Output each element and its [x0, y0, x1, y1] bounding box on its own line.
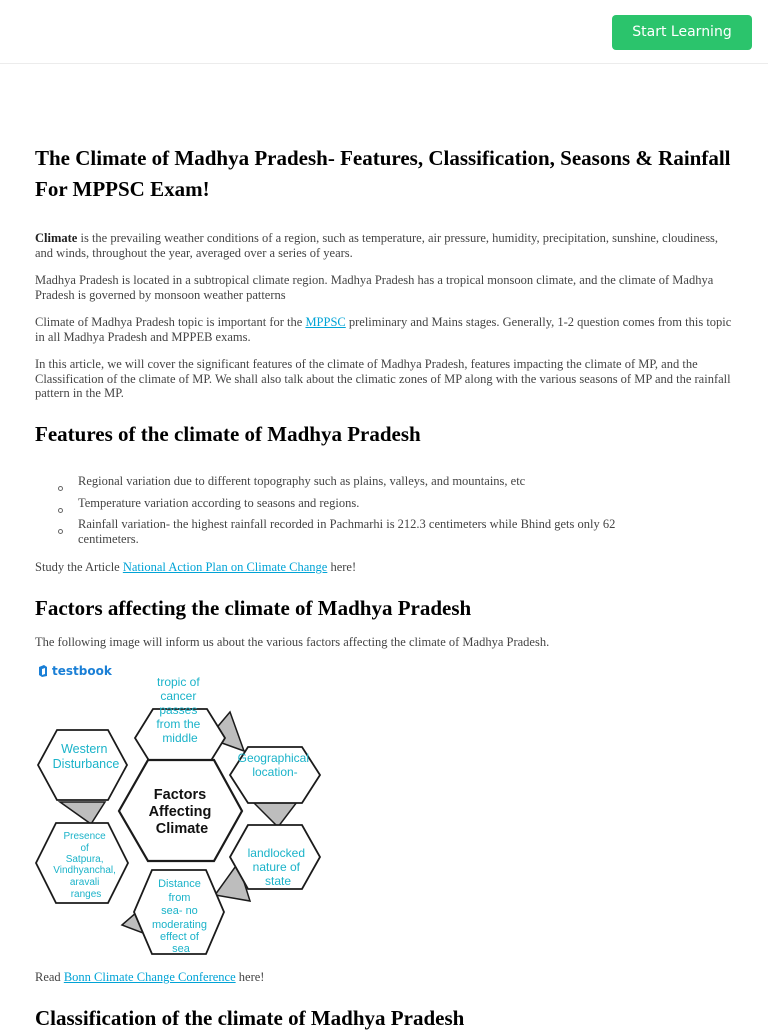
hex-top-text: tropic of cancer passes from the middle	[156, 675, 201, 745]
hex-center-text: Factors Affecting Climate	[148, 787, 212, 837]
location-paragraph: Madhya Pradesh is located in a subtropical climate region. Madhya Pradesh has a tropical monsoon climate, and the climate of Madhya Pradesh is governed by monsoon weather patterns	[35, 273, 714, 302]
hexagon-lower-left	[36, 823, 128, 903]
hexagon-upper-left	[38, 730, 127, 800]
hexagon-upper-right	[230, 747, 320, 803]
bonn-conference-link[interactable]: Bonn Climate Change Conference	[63, 970, 236, 984]
importance-text-before: Climate of Madhya Pradesh topic is important for the	[35, 315, 306, 329]
hexagon-lower-right	[230, 825, 320, 889]
hex-bottom-text: Distance from sea- no moderating effect of sea	[151, 878, 207, 955]
importance-text-after: preliminary and Mains stages. Generally, 1-2 question comes from this topic in all Madhya Pradesh and MPPEB exams.	[35, 315, 732, 344]
overview-paragraph: In this article, we will cover the significant features of the climate of Madhya Pradesh, features impacting the climate of MP, and the Classification of the climate of MP. We shall also talk about the climatic zones of MP along with the various seasons of MP and the rainfall pattern in the MP.	[35, 357, 731, 400]
article-title: The Climate of Madhya Pradesh- Features, Classification, Seasons & Rainfall For MPPSC Exam!	[35, 146, 731, 201]
hexagon-center	[119, 760, 242, 861]
study-paragraph	[35, 560, 735, 575]
list-item: Regional variation due to different topography such as plains, valleys, and mountains, etc	[58, 474, 678, 489]
hexagon-bottom	[134, 870, 224, 955]
hex-upper-right-text: Geographical location-	[237, 751, 310, 779]
hex-lower-left-text: Presence of Satpura, Vindhyanchal, aravali ranges	[53, 831, 116, 900]
factors-heading: Factors affecting the climate of Madhya Pradesh	[35, 596, 472, 620]
study-text-before: Study the Article	[35, 560, 123, 574]
hex-upper-left-text: Western Disturbance	[52, 742, 120, 771]
study-text-after: here!	[327, 560, 357, 574]
features-heading: Features of the climate of Madhya Pradesh	[35, 422, 421, 446]
importance-paragraph	[35, 315, 735, 344]
top-bar	[0, 0, 768, 64]
intro-text: is the prevailing weather conditions of a region, such as temperature, air pressure, humidity, precipitation, sunshine, cloudiness, and winds, throughout the year, averaged over a series of years.	[35, 231, 719, 260]
classification-heading: Classification of the climate of Madhya Pradesh	[35, 1006, 465, 1030]
testbook-logo-text: testbook	[52, 664, 112, 678]
read-text-after: here!	[235, 970, 265, 984]
hex-lower-right-text: landlocked nature of state	[247, 846, 306, 888]
start-learning-button[interactable]: Start Learning	[612, 15, 752, 50]
climate-action-plan-link[interactable]: National Action Plan on Climate Change	[122, 560, 328, 574]
list-item: Temperature variation according to seasons and regions.	[58, 496, 678, 511]
factors-diagram	[35, 665, 330, 960]
intro-paragraph	[35, 231, 735, 260]
factors-intro: The following image will inform us about the various factors affecting the climate of Madhya Pradesh.	[35, 635, 550, 649]
features-list	[58, 474, 678, 553]
list-item: Rainfall variation- the highest rainfall recorded in Pachmarhi is 212.3 centimeters while Bhind gets only 62 centimeters.	[58, 517, 678, 546]
hexagon-top	[135, 675, 225, 767]
read-paragraph	[35, 970, 735, 985]
read-text-before: Read	[35, 970, 64, 984]
mppsc-link[interactable]: MPPSC	[305, 315, 346, 329]
climate-term: Climate	[35, 231, 78, 245]
